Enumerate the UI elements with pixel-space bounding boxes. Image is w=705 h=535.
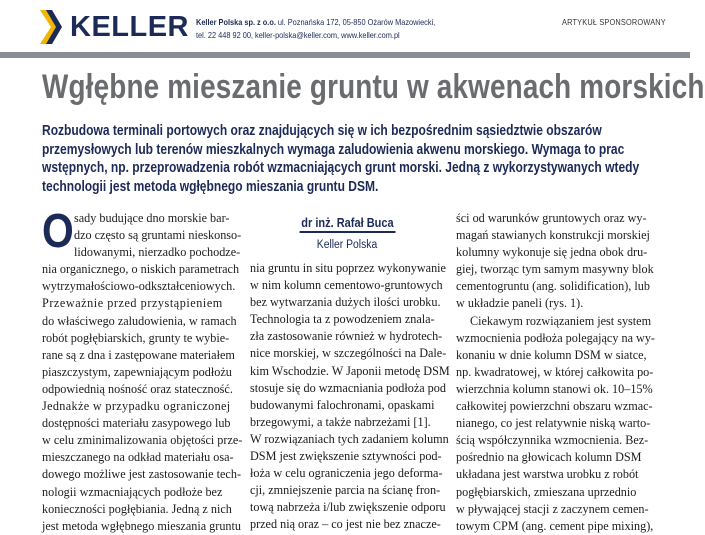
text-line: ścią współczynnika wzmocnienia. Bez-	[456, 433, 649, 448]
company-info	[196, 16, 460, 42]
text-line: mieszczanego na odkład materiału osa-	[42, 450, 234, 465]
logo-text: KELLER	[70, 11, 189, 43]
text-line: do właściwego zaludowienia, w ramach	[42, 313, 237, 328]
text-line: cji, zmniejszenie parcia na ścianę fron-	[250, 483, 441, 498]
text-line: w celu zminimalizowania objętości prze-	[42, 433, 243, 448]
text-line: towym CPM (ang. cement pipe mixing),	[456, 518, 654, 533]
text-line: całkowitej powierzchni obszaru wzmac-	[456, 399, 653, 414]
text-line: np. kwadratowej, w której całkowita po-	[456, 364, 654, 379]
text-line: pogłębiarskich, zmieszana uprzednio	[456, 484, 637, 499]
author-block	[250, 214, 444, 251]
text-line: konaniu w dnie kolumn DSM w siatce,	[456, 347, 647, 362]
keller-chevron-icon	[40, 10, 62, 44]
text-line: ści od warunków gruntowych oraz wy-	[456, 211, 647, 225]
author-organization: Keller Polska	[316, 239, 378, 251]
text-line: kim Wschodzie. W Japonii metodę DSM	[250, 363, 450, 378]
text-line: cementogruntu (ang. solidification), lub	[456, 279, 650, 294]
text-line: magań stawianych konstrukcji morskiej	[456, 228, 650, 243]
text-line: bez wytwarzania dużych ilości urobku.	[250, 295, 441, 310]
text-line: Ciekawym rozwiązaniem jest system	[470, 313, 652, 328]
text-line: łoża w celu ograniczenia jego deforma-	[250, 466, 443, 481]
text-line: rane są z dna i zastępowane materiałem	[42, 347, 235, 362]
text-line: konieczności pogłębiania. Jedną z nich	[42, 501, 232, 516]
company-contact: tel. 22 448 92 00, keller-polska@keller.com, www.keller.com.pl	[196, 30, 400, 40]
author-name: dr inż. Rafał Buca	[299, 216, 395, 233]
company-address: ul. Poznańska 172, 05-850 Ożarów Mazowiecki,	[275, 17, 436, 27]
text-line: wierzchnia kolumn stanowi ok. 10–15%	[456, 381, 653, 396]
text-line: budowanymi falochronami, opaskami	[250, 397, 435, 412]
text-line: w pływającej stacji z zaczynem cemen-	[456, 501, 649, 516]
sponsored-label: ARTYKUŁ SPONSOROWANY	[562, 18, 666, 27]
text-line: lidowanymi, nierzadko pochodze-	[74, 245, 241, 260]
text-line: giej, tworząc tym samym masywny blok	[456, 262, 654, 277]
company-name: Keller Polska sp. z o.o.	[196, 17, 276, 27]
column-3	[456, 210, 666, 535]
column-1	[42, 205, 248, 535]
text-line: tową nabrzeża i/lub zwiększenie odporu	[250, 500, 446, 515]
header-divider	[0, 52, 690, 58]
drop-cap: O	[42, 205, 74, 258]
text-line: nologii wzmacniających podłoże bez	[42, 484, 223, 499]
text-line: W rozwiązaniach tych zadaniem kolumn	[250, 431, 449, 446]
text-line: DSM jest zwiększenie sztywności pod-	[250, 449, 442, 464]
text-line: piaszczystym, zapewniającym podłożu	[42, 364, 232, 379]
article-title: Wgłębne mieszanie gruntu w akwenach morskich	[42, 68, 705, 106]
text-line: brzegowymi, a także nabrzeżami [1].	[250, 414, 431, 429]
text-line: pośrednio na głowicach kolumn DSM	[456, 450, 642, 465]
text-line: nia gruntu in situ poprzez wykonywanie	[250, 261, 446, 275]
text-line: w układzie paneli (rys. 1).	[456, 296, 584, 311]
text-line: stosuje się do wzmacniania podłoża pod	[250, 380, 446, 395]
text-line: dowego możliwe jest zastosowanie tech-	[42, 467, 241, 482]
page-header	[0, 0, 690, 52]
text-line: nia organicznego, o niskich parametrach	[42, 262, 240, 277]
text-line: kolumny wykonuje się jedna obok dru-	[456, 245, 648, 260]
text-line: przed nią oraz – co jest nie bez znacze-	[250, 517, 441, 532]
text-line: układana jest warstwa urobku z robót	[456, 467, 639, 482]
text-line: nianego, co jest relatywnie niską warto-	[456, 416, 651, 431]
text-line: nice morskiej, w szczególności na Dale-	[250, 346, 447, 361]
text-line: odpowiednią nośność oraz stateczność.	[42, 381, 233, 396]
article-lead	[42, 122, 656, 196]
lead-line: Rozbudowa terminali portowych oraz znajdujących się w ich bezpośrednim sąsiedztwie obszarów	[42, 123, 602, 139]
lead-line: technologii jest metoda wgłębnego mieszania gruntu DSM.	[42, 178, 379, 195]
lead-line: wstępnych, np. przeprowadzenia robót wzmacniających grunt morski. Jedną z wykorzystywanych wtedy	[42, 160, 640, 177]
text-line: dostępności materiału zasypowego lub	[42, 416, 231, 431]
text-line: wytrzymałościowo-odkształceniowych.	[42, 279, 236, 294]
text-line: zła zastosowanie również w hydrotech-	[250, 329, 443, 344]
text-line: Technologia ta z powodzeniem znala-	[250, 312, 435, 327]
text-line: w nim kolumn cementowo-gruntowych	[250, 278, 443, 293]
text-line: sady budujące dno morskie bar-	[74, 211, 230, 225]
column-2	[250, 260, 450, 534]
text-line: robót pogłębiarskich, grunty te wybie-	[42, 330, 230, 345]
lead-line: przemysłowych lub terenów mieszkalnych wymaga zaludowienia akwenu morskiego. Wymaga to prac	[42, 141, 625, 158]
text-line: dzo często są gruntami nieskonso-	[74, 228, 242, 243]
keller-logo	[40, 10, 189, 44]
text-line: Przeważnie przed przystąpieniem	[42, 296, 223, 311]
text-line: jest metoda wgłębnego mieszania gruntu	[42, 518, 242, 533]
text-line: Jednakże w przypadku ograniczonej	[42, 399, 231, 414]
text-line: wzmocnienia podłoża polegający na wy-	[456, 330, 655, 345]
